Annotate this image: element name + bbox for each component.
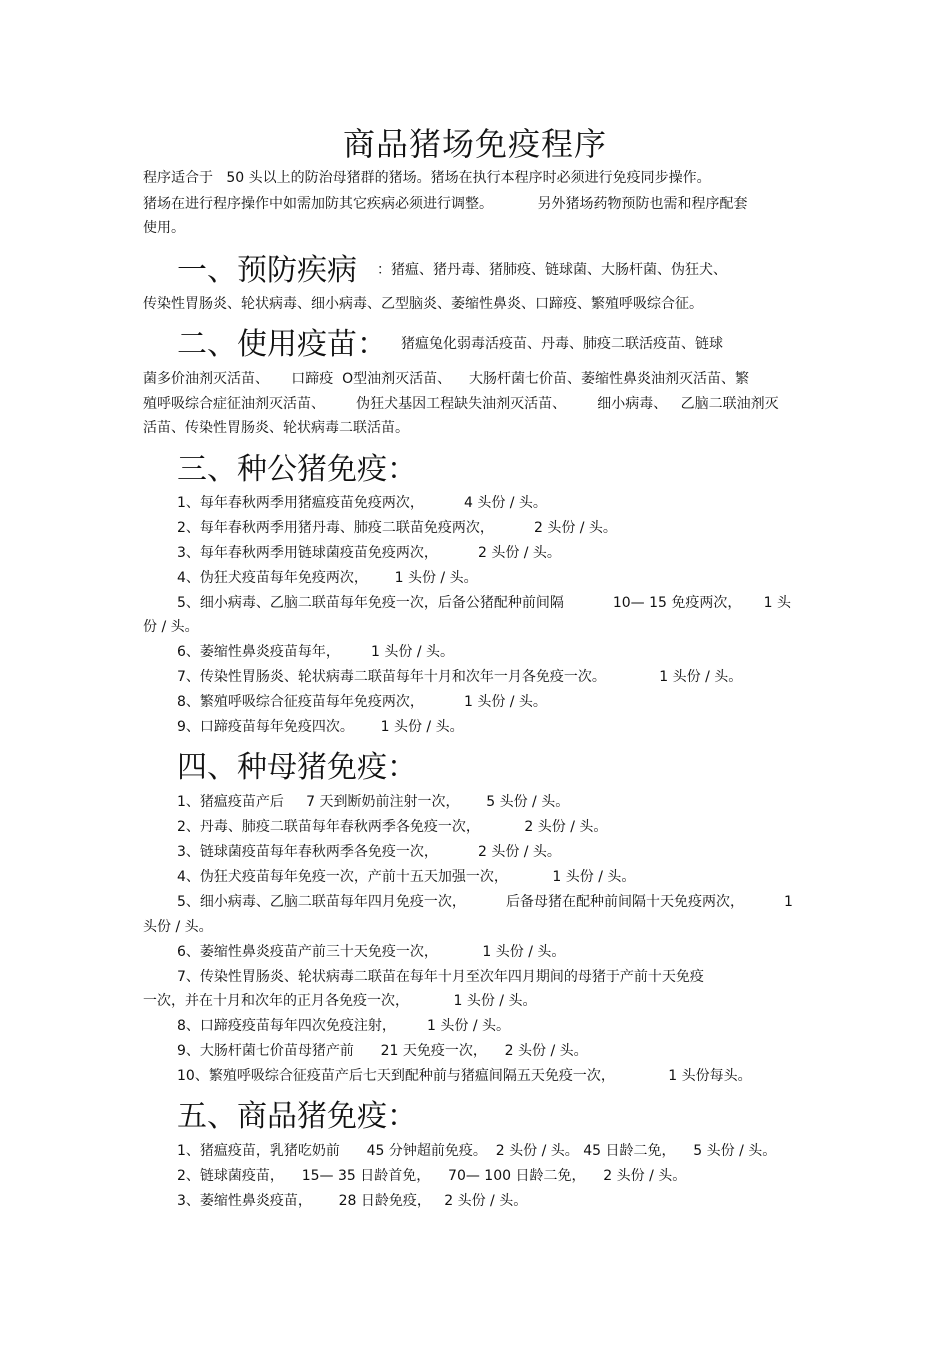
section5-heading: 五、商品猪免疫： bbox=[177, 1099, 417, 1134]
section4-item-7-cont: 一次，并在十月和次年的正月各免疫一次， 1 头份 / 头。 bbox=[143, 993, 537, 1009]
section3-item-5-cont: 份 / 头。 bbox=[143, 619, 199, 635]
section3-item-2: 2、每年春秋两季用猪丹毒、肺疫二联苗免疫两次， 2 头份 / 头。 bbox=[177, 520, 617, 536]
section2-line-1: 菌多价油剂灭活苗、 口蹄疫 O型油剂灭活苗、 大肠杆菌七价苗、萎缩性鼻炎油剂灭活苗、繁 bbox=[143, 371, 749, 387]
section4-item-3: 3、链球菌疫苗每年春秋两季各免疫一次， 2 头份 / 头。 bbox=[177, 844, 561, 860]
page-title: 商品猪场免疫程序 bbox=[342, 125, 607, 163]
section2-line-2: 殖呼吸综合症征油剂灭活苗、 伪狂犬基因工程缺失油剂灭活苗、 细小病毒、 乙脑二联油剂灭 bbox=[143, 396, 779, 412]
section3-item-6: 6、萎缩性鼻炎疫苗每年， 1 头份 / 头。 bbox=[177, 644, 455, 660]
section2-heading-row bbox=[177, 324, 723, 365]
section3-item-5: 5、细小病毒、乙脑二联苗每年免疫一次，后备公猪配种前间隔 10— 15 免疫两次， 1 头 bbox=[177, 595, 791, 611]
intro-line-2: 猪场在进行程序操作中如需加防其它疾病必须进行调整。 另外猪场药物预防也需和程序配套 bbox=[143, 196, 748, 212]
section1-heading-tail: ：猪瘟、猪丹毒、猪肺疫、链球菌、大肠杆菌、伪狂犬、 bbox=[377, 262, 727, 278]
section4-heading: 四、种母猪免疫： bbox=[177, 750, 417, 785]
section4-item-10: 10、繁殖呼吸综合征疫苗产后七天到配种前与猪瘟间隔五天免疫一次， 1 头份每头。 bbox=[177, 1068, 752, 1084]
section4-item-5: 5、细小病毒、乙脑二联苗每年四月免疫一次， 后备母猪在配种前间隔十天免疫两次， 1 bbox=[177, 894, 793, 910]
section5-item-1: 1、猪瘟疫苗，乳猪吃奶前 45 分钟超前免疫。 2 头份 / 头。 45 日龄二免， 5 头份 / 头。 bbox=[177, 1143, 777, 1159]
section4-item-7: 7、传染性胃肠炎、轮状病毒二联苗在每年十月至次年四月期间的母猪于产前十天免疫 bbox=[177, 969, 704, 985]
section4-item-1: 1、猪瘟疫苗产后 7 天到断奶前注射一次， 5 头份 / 头。 bbox=[177, 794, 570, 810]
section4-item-5-cont: 头份 / 头。 bbox=[143, 919, 213, 935]
section2-heading-tail: 猪瘟兔化弱毒活疫苗、丹毒、肺疫二联活疫苗、链球 bbox=[401, 336, 723, 352]
section1-line-1: 传染性胃肠炎、轮状病毒、细小病毒、乙型脑炎、萎缩性鼻炎、口蹄疫、繁殖呼吸综合征。 bbox=[143, 296, 703, 312]
section3-heading: 三、种公猪免疫： bbox=[177, 452, 417, 487]
section1-heading-row bbox=[177, 250, 727, 291]
section3-item-7: 7、传染性胃肠炎、轮状病毒二联苗每年十月和次年一月各免疫一次。 1 头份 / 头。 bbox=[177, 669, 743, 685]
section3-item-3: 3、每年春秋两季用链球菌疫苗免疫两次， 2 头份 / 头。 bbox=[177, 545, 561, 561]
section4-item-8: 8、口蹄疫疫苗每年四次免疫注射， 1 头份 / 头。 bbox=[177, 1018, 511, 1034]
section3-item-1: 1、每年春秋两季用猪瘟疫苗免疫两次， 4 头份 / 头。 bbox=[177, 495, 547, 511]
section3-item-4: 4、伪狂犬疫苗每年免疫两次， 1 头份 / 头。 bbox=[177, 570, 478, 586]
intro-line-1: 程序适合于 50 头以上的防治母猪群的猪场。猪场在执行本程序时必须进行免疫同步操作。 bbox=[143, 170, 711, 186]
section3-item-9: 9、口蹄疫苗每年免疫四次。 1 头份 / 头。 bbox=[177, 719, 464, 735]
section5-item-2: 2、链球菌疫苗， 15— 35 日龄首免， 70— 100 日龄二免， 2 头份 / 头。 bbox=[177, 1168, 687, 1184]
section2-heading: 二、使用疫苗： bbox=[177, 327, 387, 362]
section5-item-3: 3、萎缩性鼻炎疫苗， 28 日龄免疫， 2 头份 / 头。 bbox=[177, 1193, 528, 1209]
section4-item-2: 2、丹毒、肺疫二联苗每年春秋两季各免疫一次， 2 头份 / 头。 bbox=[177, 819, 608, 835]
section2-line-3: 活苗、传染性胃肠炎、轮状病毒二联活苗。 bbox=[143, 420, 409, 436]
section4-item-6: 6、萎缩性鼻炎疫苗产前三十天免疫一次， 1 头份 / 头。 bbox=[177, 944, 566, 960]
section4-item-9: 9、大肠杆菌七价苗母猪产前 21 天免疫一次， 2 头份 / 头。 bbox=[177, 1043, 588, 1059]
section3-item-8: 8、繁殖呼吸综合征疫苗每年免疫两次， 1 头份 / 头。 bbox=[177, 694, 547, 710]
section4-item-4: 4、伪狂犬疫苗每年免疫一次，产前十五天加强一次， 1 头份 / 头。 bbox=[177, 869, 636, 885]
section1-heading: 一、预防疾病 bbox=[177, 253, 357, 288]
intro-line-3: 使用。 bbox=[143, 220, 185, 236]
